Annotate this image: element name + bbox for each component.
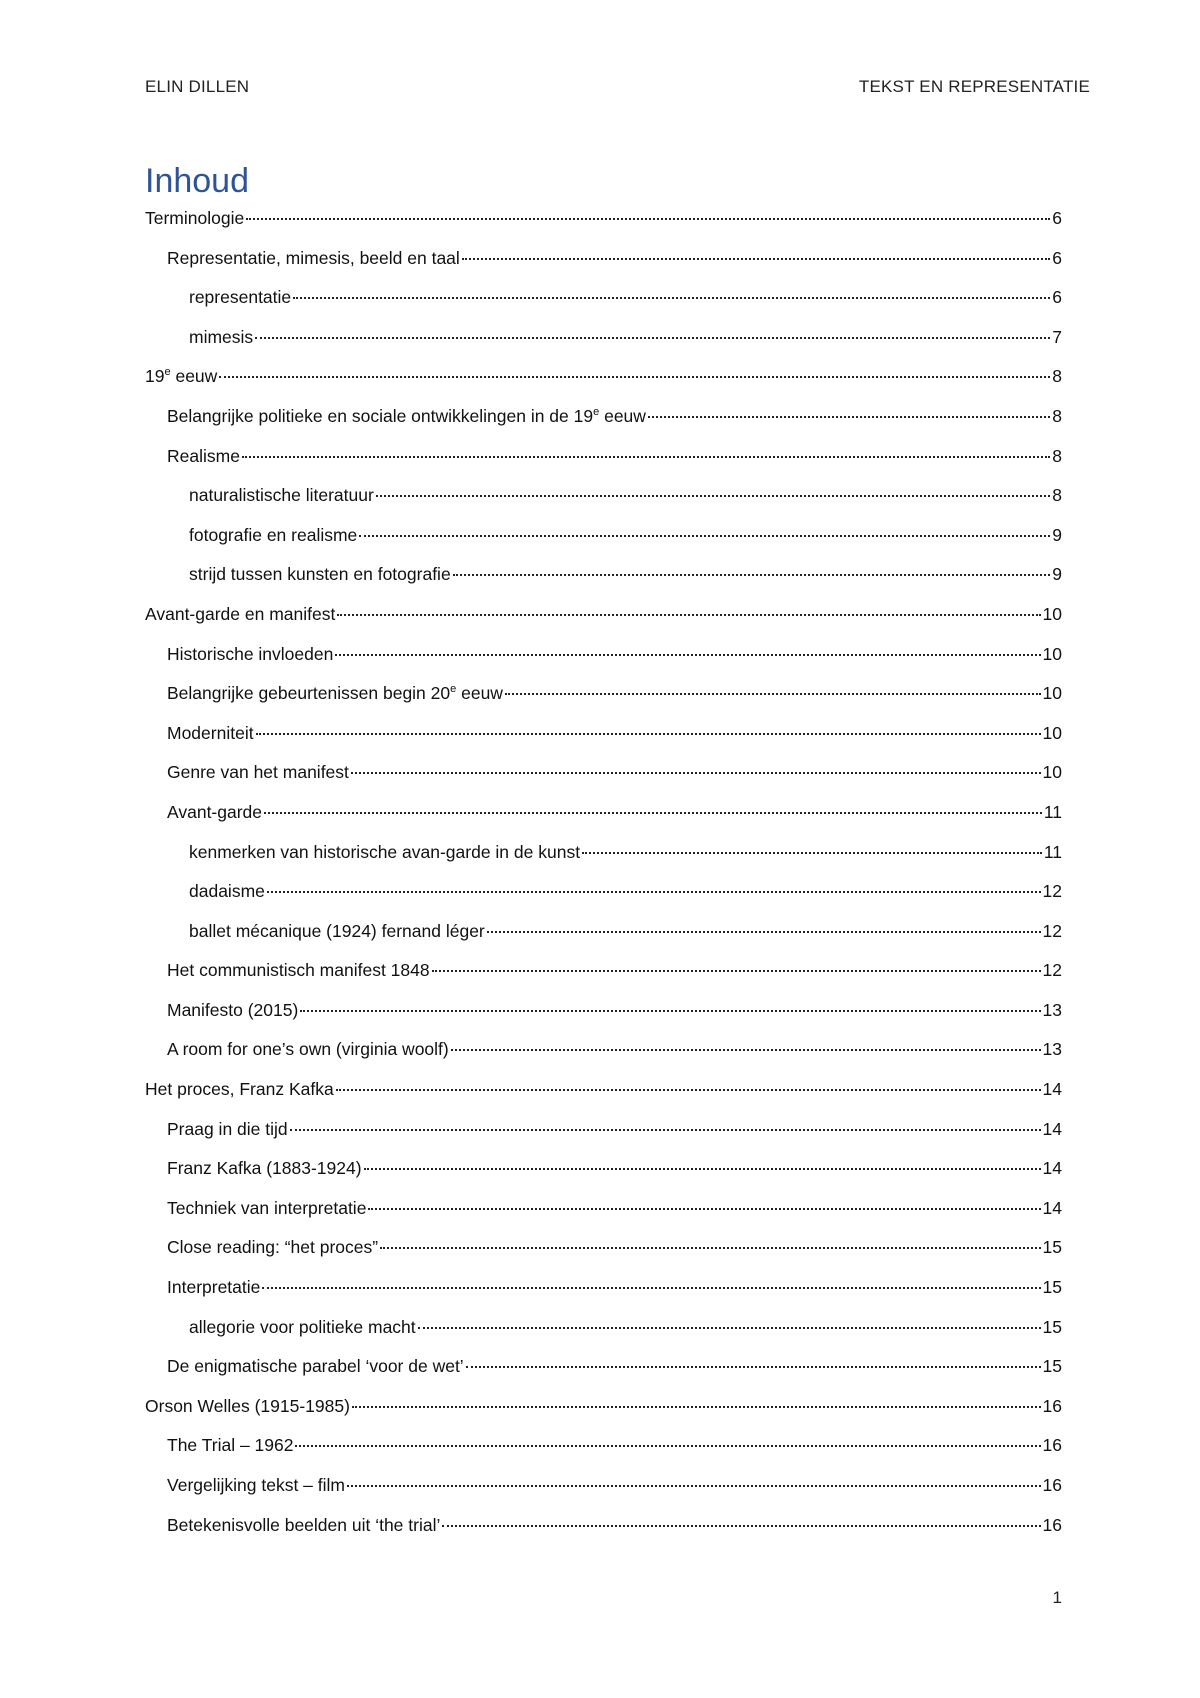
- toc-entry[interactable]: [145, 802, 1062, 842]
- toc-entry-text: [167, 683, 503, 704]
- toc-entry-title: Representatie, mimesis, beeld en taal: [167, 247, 460, 268]
- toc-entry-text: [167, 446, 240, 467]
- toc-entry-text: [167, 1515, 440, 1536]
- toc-entry-text: [167, 406, 646, 427]
- toc-entry-title: Praag in die tijd: [167, 1118, 288, 1139]
- toc-dot-leader: [432, 970, 1041, 972]
- toc-entry[interactable]: [145, 564, 1062, 604]
- toc-entry-title: strijd tussen kunsten en fotografie: [189, 564, 451, 585]
- toc-entry-page-number: 16: [1042, 1395, 1062, 1416]
- toc-entry-title: Techniek van interpretatie: [167, 1197, 367, 1218]
- toc-entry-text: [189, 327, 253, 348]
- toc-entry-text: [167, 762, 349, 783]
- toc-entry-title: Het communistisch manifest 1848: [167, 960, 430, 981]
- toc-entry-title: allegorie voor politieke macht: [189, 1316, 416, 1337]
- toc-entry-title-suffix: eeuw: [456, 683, 503, 704]
- toc-entry-superscript: e: [164, 366, 171, 379]
- toc-entry[interactable]: [145, 1039, 1062, 1079]
- toc-entry-text: [167, 248, 460, 269]
- toc-entry-text: [167, 644, 333, 665]
- toc-dot-leader: [418, 1327, 1041, 1329]
- toc-dot-leader: [466, 1366, 1041, 1368]
- toc-entry-text: [189, 1317, 416, 1338]
- toc-entry-text: [189, 287, 291, 308]
- toc-entry[interactable]: [145, 287, 1062, 327]
- header-course-title: TEKST EN REPRESENTATIE: [858, 77, 1090, 96]
- toc-entry-text: [189, 881, 265, 902]
- toc-entry-title: Franz Kafka (1883-1924): [167, 1158, 362, 1179]
- toc-entry-title-suffix: eeuw: [170, 366, 218, 387]
- toc-dot-leader: [359, 535, 1050, 537]
- toc-entry-title: naturalistische literatuur: [189, 485, 374, 506]
- toc-dot-leader: [255, 337, 1050, 339]
- toc-entry[interactable]: [145, 485, 1062, 525]
- toc-entry-text: [167, 1119, 288, 1140]
- toc-dot-leader: [336, 1089, 1041, 1091]
- toc-entry-page-number: 8: [1052, 485, 1062, 506]
- toc-entry[interactable]: [145, 248, 1062, 288]
- toc-entry[interactable]: [145, 327, 1062, 367]
- toc-entry-text: [167, 1039, 449, 1060]
- toc-dot-leader: [347, 1485, 1041, 1487]
- toc-entry[interactable]: [145, 446, 1062, 486]
- toc-entry-title: 19: [145, 366, 165, 387]
- toc-entry-text: [167, 1237, 378, 1258]
- toc-entry-title: Avant-garde: [167, 801, 263, 822]
- toc-entry-title: Orson Welles (1915-1985): [145, 1395, 350, 1416]
- toc-entry-page-number: 8: [1052, 445, 1062, 466]
- toc-entry-title: A room for one’s own (virginia woolf): [167, 1039, 449, 1060]
- toc-entry[interactable]: [145, 1237, 1062, 1277]
- table-of-contents: [145, 208, 1062, 1554]
- toc-entry-page-number: 10: [1042, 762, 1062, 783]
- toc-entry-page-number: 15: [1042, 1316, 1062, 1337]
- toc-dot-leader: [351, 772, 1041, 774]
- toc-entry-text: [189, 485, 374, 506]
- toc-entry-title: Belangrijke politieke en sociale ontwikkelingen in de 19: [167, 405, 594, 426]
- toc-entry[interactable]: [145, 881, 1062, 921]
- toc-entry-title: dadaisme: [189, 881, 265, 902]
- toc-entry-text: [189, 564, 451, 585]
- toc-entry-text: [167, 1158, 362, 1179]
- toc-entry[interactable]: [145, 1515, 1062, 1555]
- toc-entry-page-number: 14: [1042, 1158, 1062, 1179]
- toc-heading: Inhoud: [145, 162, 249, 200]
- toc-entry-title: Genre van het manifest: [167, 762, 349, 783]
- toc-entry-text: [167, 1435, 293, 1456]
- toc-entry[interactable]: [145, 723, 1062, 763]
- toc-entry-title: Manifesto (2015): [167, 999, 299, 1020]
- toc-entry[interactable]: [145, 604, 1062, 644]
- toc-entry-title: The Trial – 1962: [167, 1435, 294, 1456]
- toc-dot-leader: [462, 258, 1050, 260]
- toc-entry[interactable]: [145, 1000, 1062, 1040]
- toc-entry-page-number: 10: [1042, 643, 1062, 664]
- toc-entry-title: Belangrijke gebeurtenissen begin 20: [167, 683, 451, 704]
- toc-entry-text: [167, 1000, 298, 1021]
- toc-entry-title: fotografie en realisme: [189, 524, 358, 545]
- toc-entry[interactable]: [145, 1158, 1062, 1198]
- toc-entry-page-number: 11: [1043, 801, 1062, 822]
- toc-entry[interactable]: [145, 921, 1062, 961]
- toc-dot-leader: [337, 614, 1040, 616]
- toc-entry[interactable]: [145, 1317, 1062, 1357]
- toc-entry-text: [189, 525, 357, 546]
- toc-entry-text: [145, 208, 244, 229]
- toc-entry-title: Avant-garde en manifest: [145, 603, 336, 624]
- toc-entry[interactable]: [145, 1475, 1062, 1515]
- toc-entry-title: representatie: [189, 287, 292, 308]
- toc-entry-text: [189, 842, 580, 863]
- toc-entry-page-number: 7: [1052, 326, 1062, 347]
- toc-entry[interactable]: [145, 1079, 1062, 1119]
- toc-entry-page-number: 9: [1052, 524, 1062, 545]
- toc-dot-leader: [352, 1406, 1041, 1408]
- toc-entry-title: Moderniteit: [167, 722, 254, 743]
- toc-dot-leader: [442, 1525, 1040, 1527]
- toc-entry-text: [189, 921, 485, 942]
- toc-dot-leader: [368, 1208, 1040, 1210]
- toc-entry[interactable]: [145, 1435, 1062, 1475]
- toc-entry-page-number: 14: [1042, 1118, 1062, 1139]
- toc-entry-page-number: 14: [1042, 1079, 1062, 1100]
- toc-entry[interactable]: [145, 1396, 1062, 1436]
- toc-entry-page-number: 6: [1052, 287, 1062, 308]
- toc-dot-leader: [582, 852, 1042, 854]
- toc-entry[interactable]: [145, 683, 1062, 723]
- toc-entry-page-number: 6: [1052, 247, 1062, 268]
- toc-dot-leader: [453, 574, 1051, 576]
- toc-dot-leader: [264, 812, 1042, 814]
- toc-entry-text: [167, 723, 254, 744]
- toc-dot-leader: [376, 495, 1050, 497]
- toc-dot-leader: [267, 891, 1041, 893]
- toc-entry-text: [145, 604, 335, 625]
- toc-entry-title: ballet mécanique (1924) fernand léger: [189, 920, 485, 941]
- toc-entry-page-number: 10: [1042, 722, 1062, 743]
- toc-entry-page-number: 10: [1042, 683, 1062, 704]
- footer-page-number: 1: [1052, 1588, 1062, 1607]
- toc-dot-leader: [256, 733, 1041, 735]
- toc-entry[interactable]: [145, 842, 1062, 882]
- toc-entry-text: [145, 366, 217, 387]
- toc-entry-text: [145, 1396, 350, 1417]
- toc-entry-page-number: 8: [1052, 366, 1062, 387]
- toc-entry-title: Terminologie: [145, 208, 245, 228]
- toc-entry-page-number: 12: [1042, 920, 1062, 941]
- toc-entry[interactable]: [145, 1198, 1062, 1238]
- toc-entry-text: [167, 1475, 345, 1496]
- toc-dot-leader: [300, 1010, 1040, 1012]
- toc-entry-title: De enigmatische parabel ‘voor de wet’: [167, 1356, 464, 1377]
- toc-entry-superscript: e: [450, 683, 457, 696]
- toc-dot-leader: [505, 693, 1041, 695]
- toc-entry-title: kenmerken van historische avan-garde in de kunst: [189, 841, 581, 862]
- toc-dot-leader: [648, 416, 1050, 418]
- toc-entry-page-number: 12: [1042, 881, 1062, 902]
- toc-entry-page-number: 16: [1042, 1514, 1062, 1535]
- toc-entry-title: mimesis: [189, 326, 254, 347]
- toc-entry-page-number: 15: [1042, 1237, 1062, 1258]
- toc-entry-page-number: 16: [1042, 1435, 1062, 1456]
- toc-entry[interactable]: [145, 406, 1062, 446]
- toc-entry-page-number: 14: [1042, 1197, 1062, 1218]
- toc-dot-leader: [246, 218, 1050, 220]
- toc-entry-page-number: 15: [1042, 1277, 1062, 1298]
- toc-entry-text: [145, 1079, 334, 1100]
- toc-entry-title: Historische invloeden: [167, 643, 334, 664]
- toc-entry-title: Vergelijking tekst – film: [167, 1475, 345, 1495]
- toc-entry-title-suffix: eeuw: [599, 405, 646, 426]
- toc-dot-leader: [290, 1129, 1041, 1131]
- toc-entry[interactable]: [145, 1356, 1062, 1396]
- toc-entry-text: [167, 1198, 366, 1219]
- toc-entry-text: [167, 802, 262, 823]
- toc-dot-leader: [451, 1049, 1041, 1051]
- toc-dot-leader: [262, 1287, 1040, 1289]
- toc-entry-text: [167, 1356, 464, 1377]
- header-author: ELIN DILLEN: [145, 77, 250, 96]
- toc-entry-page-number: 12: [1042, 960, 1062, 981]
- toc-entry[interactable]: [145, 525, 1062, 565]
- toc-entry-page-number: 13: [1042, 999, 1062, 1020]
- toc-entry-page-number: 10: [1042, 603, 1062, 624]
- toc-entry[interactable]: [145, 1277, 1062, 1317]
- toc-entry-title: Realisme: [167, 445, 240, 466]
- toc-entry-text: [167, 960, 430, 981]
- toc-entry-page-number: 13: [1042, 1039, 1062, 1060]
- toc-entry[interactable]: [145, 960, 1062, 1000]
- toc-entry-page-number: 15: [1042, 1356, 1062, 1377]
- toc-entry[interactable]: [145, 762, 1062, 802]
- toc-entry[interactable]: [145, 366, 1062, 406]
- toc-entry-title: Betekenisvolle beelden uit ‘the trial’: [167, 1514, 441, 1535]
- toc-entry-superscript: e: [593, 406, 600, 419]
- toc-dot-leader: [380, 1247, 1040, 1249]
- toc-dot-leader: [364, 1168, 1041, 1170]
- toc-dot-leader: [335, 654, 1040, 656]
- toc-entry-page-number: 8: [1052, 405, 1062, 426]
- toc-entry-title: Het proces, Franz Kafka: [145, 1079, 334, 1100]
- toc-dot-leader: [295, 1445, 1040, 1447]
- toc-entry-page-number: 16: [1042, 1475, 1062, 1495]
- toc-entry[interactable]: [145, 208, 1062, 248]
- toc-dot-leader: [242, 456, 1050, 458]
- toc-entry-page-number: 11: [1043, 841, 1062, 862]
- toc-entry[interactable]: [145, 644, 1062, 684]
- toc-entry-text: [167, 1277, 260, 1298]
- toc-entry-page-number: 6: [1052, 208, 1062, 228]
- toc-entry-title: Close reading: “het proces”: [167, 1237, 379, 1258]
- toc-entry-title: Interpretatie: [167, 1277, 261, 1298]
- toc-entry[interactable]: [145, 1119, 1062, 1159]
- toc-dot-leader: [219, 376, 1050, 378]
- toc-dot-leader: [487, 931, 1041, 933]
- toc-dot-leader: [293, 297, 1050, 299]
- toc-entry-page-number: 9: [1052, 564, 1062, 585]
